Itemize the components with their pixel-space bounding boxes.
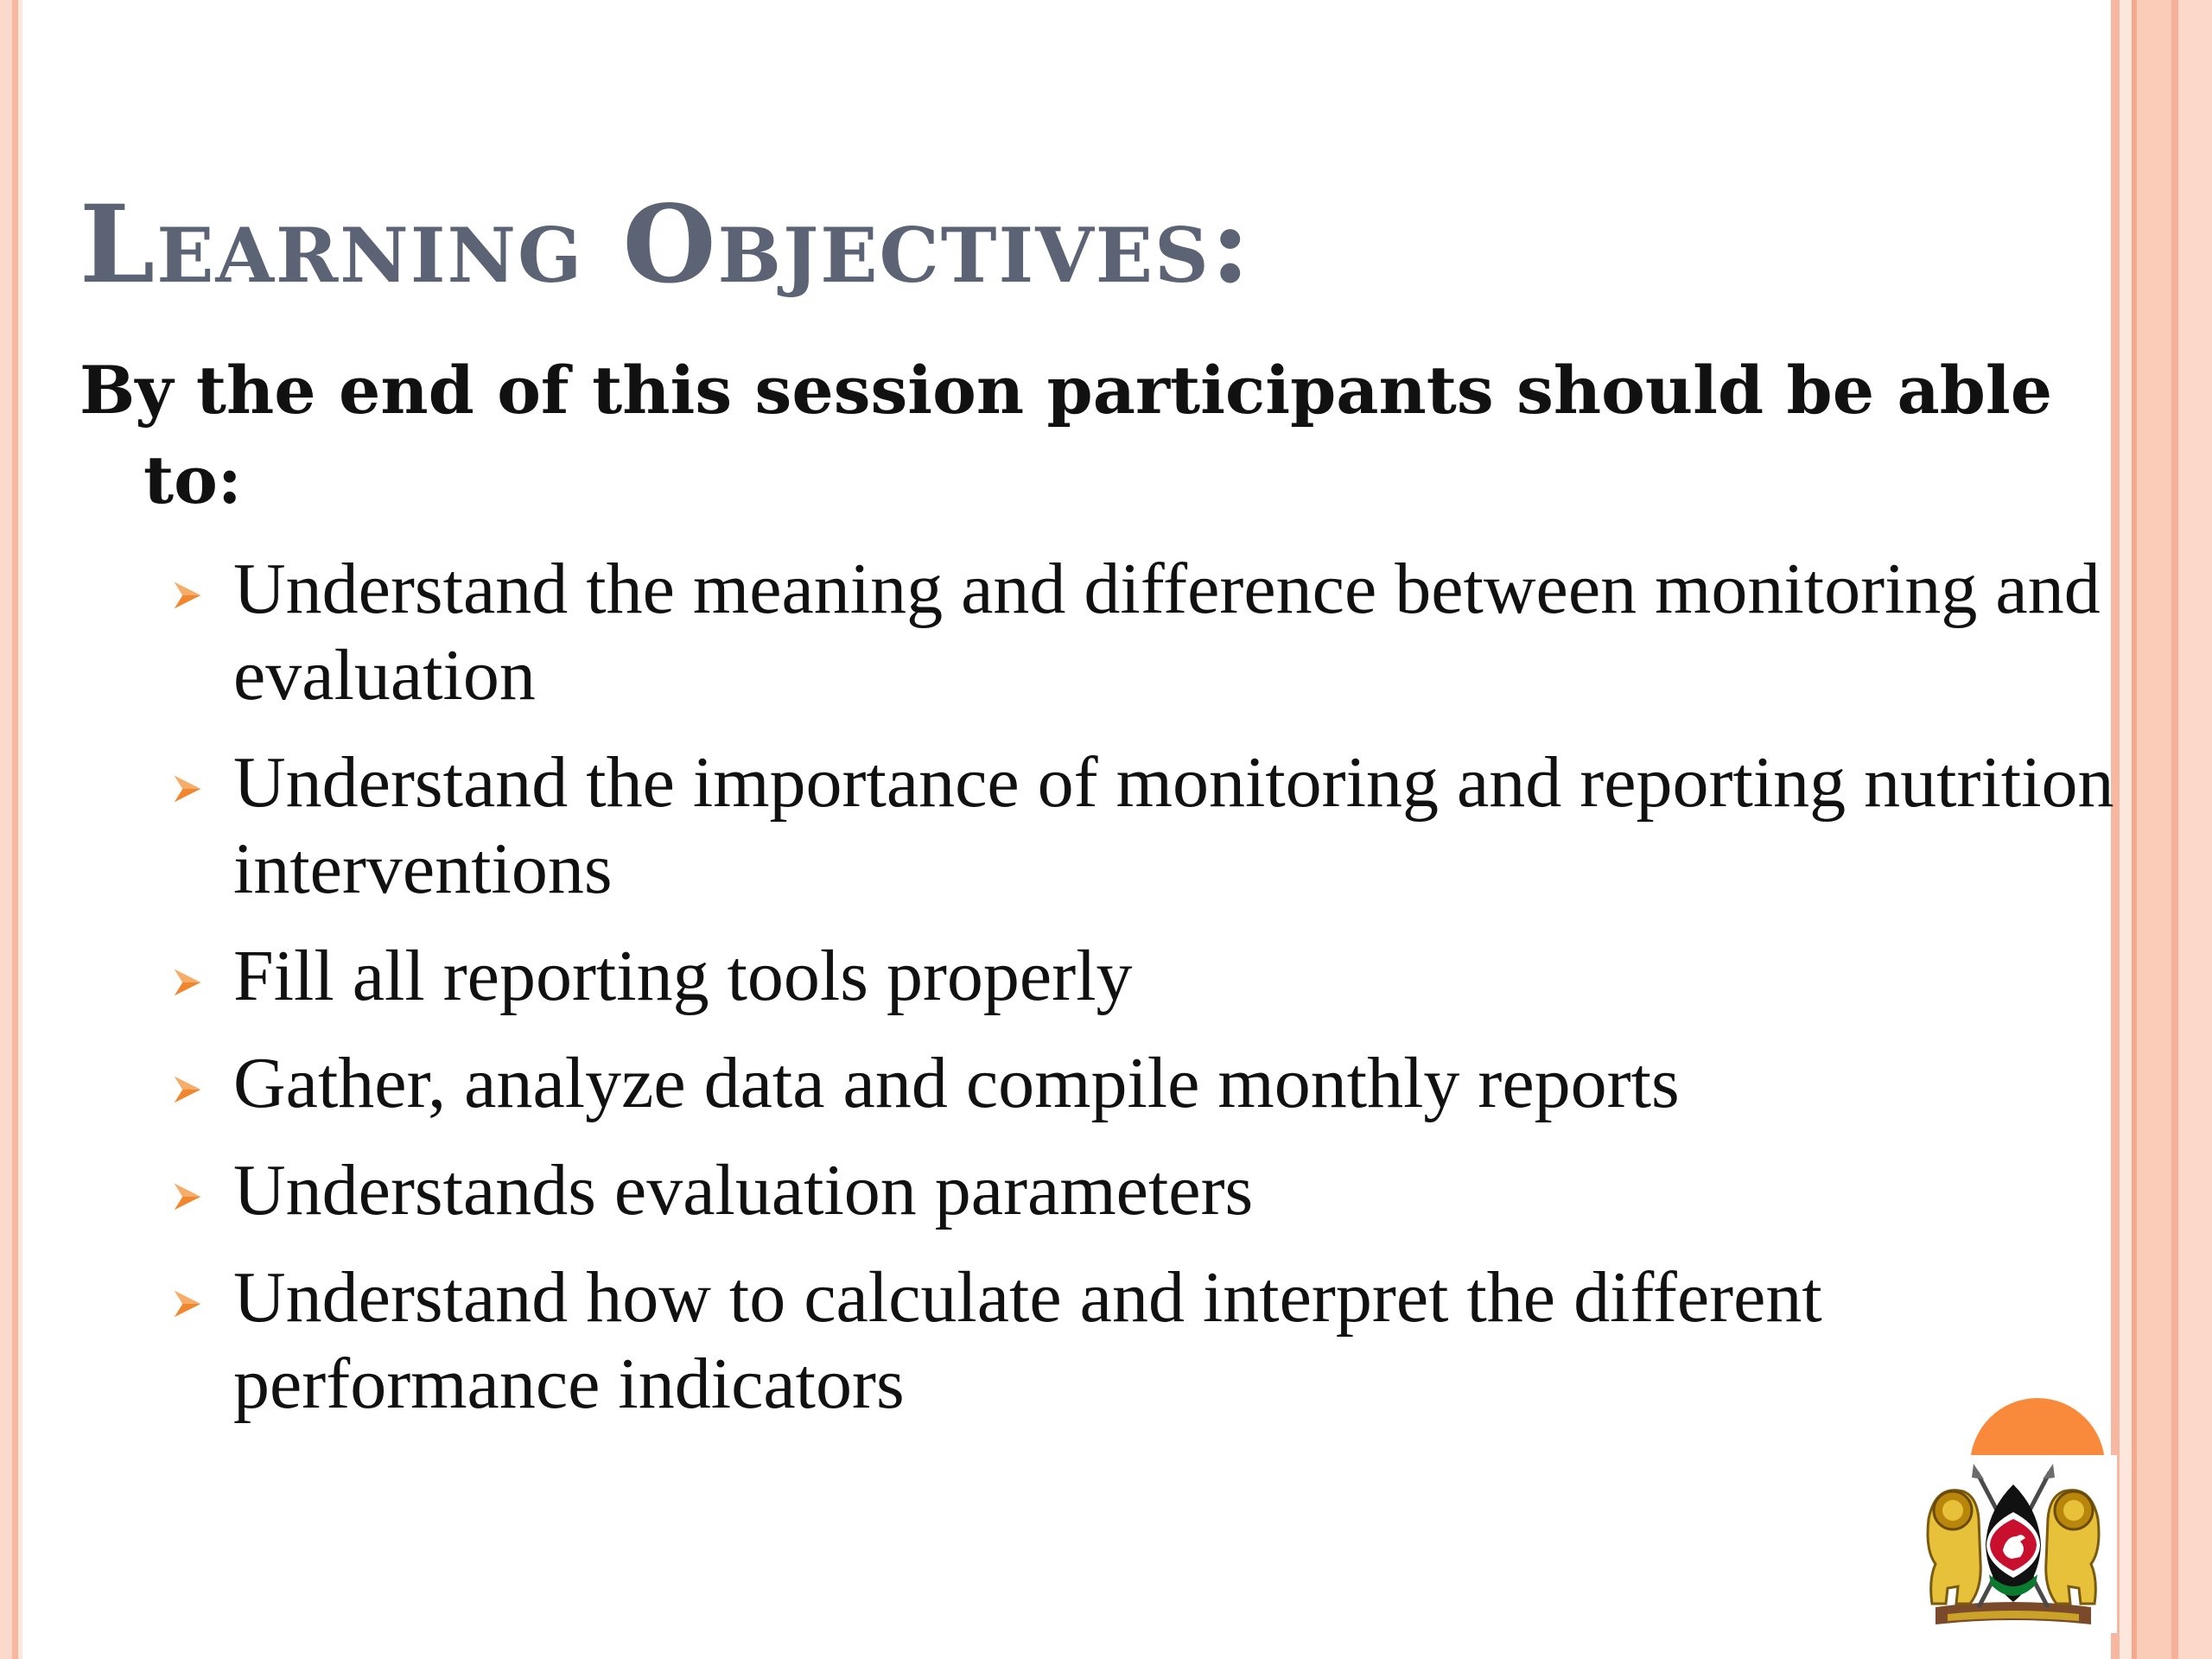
objective-item (164, 933, 2134, 1020)
intro-text: By the end of this session participants should be able to: (79, 352, 2053, 518)
arrowhead-bullet-icon (171, 966, 204, 999)
coat-of-arms-icon (1910, 1381, 2117, 1633)
left-border-stripe (0, 0, 12, 1659)
objective-item (164, 546, 2134, 719)
left-border-stripe (18, 0, 22, 1659)
objective-item (164, 1147, 2134, 1234)
objective-text: Understand the meaning and difference between monitoring and evaluation (233, 549, 2101, 715)
left-border-stripe (12, 0, 18, 1659)
objective-text: Understand how to calculate and interpret the different performance indicators (233, 1257, 1822, 1424)
arrowhead-bullet-icon (171, 1180, 204, 1213)
objective-text: Fill all reporting tools properly (233, 936, 1133, 1016)
objective-item (164, 1255, 2134, 1427)
objective-text: Understands evaluation parameters (233, 1150, 1254, 1230)
objective-item (164, 740, 2134, 912)
right-border-stripe (2178, 0, 2212, 1659)
arrowhead-bullet-icon (171, 579, 204, 612)
objective-text: Understand the importance of monitoring and reporting nutrition interventions (233, 742, 2114, 909)
arrowhead-bullet-icon (171, 1073, 204, 1106)
arrowhead-bullet-icon (171, 1287, 204, 1320)
arrowhead-bullet-icon (171, 772, 204, 805)
objective-item (164, 1040, 2134, 1127)
right-border-stripe (2137, 0, 2171, 1659)
slide-title: Learning Objectives: (79, 182, 1252, 308)
objective-text: Gather, analyze data and compile monthly reports (233, 1043, 1680, 1123)
right-border-stripe (2171, 0, 2178, 1659)
objectives-list (164, 546, 2134, 1448)
